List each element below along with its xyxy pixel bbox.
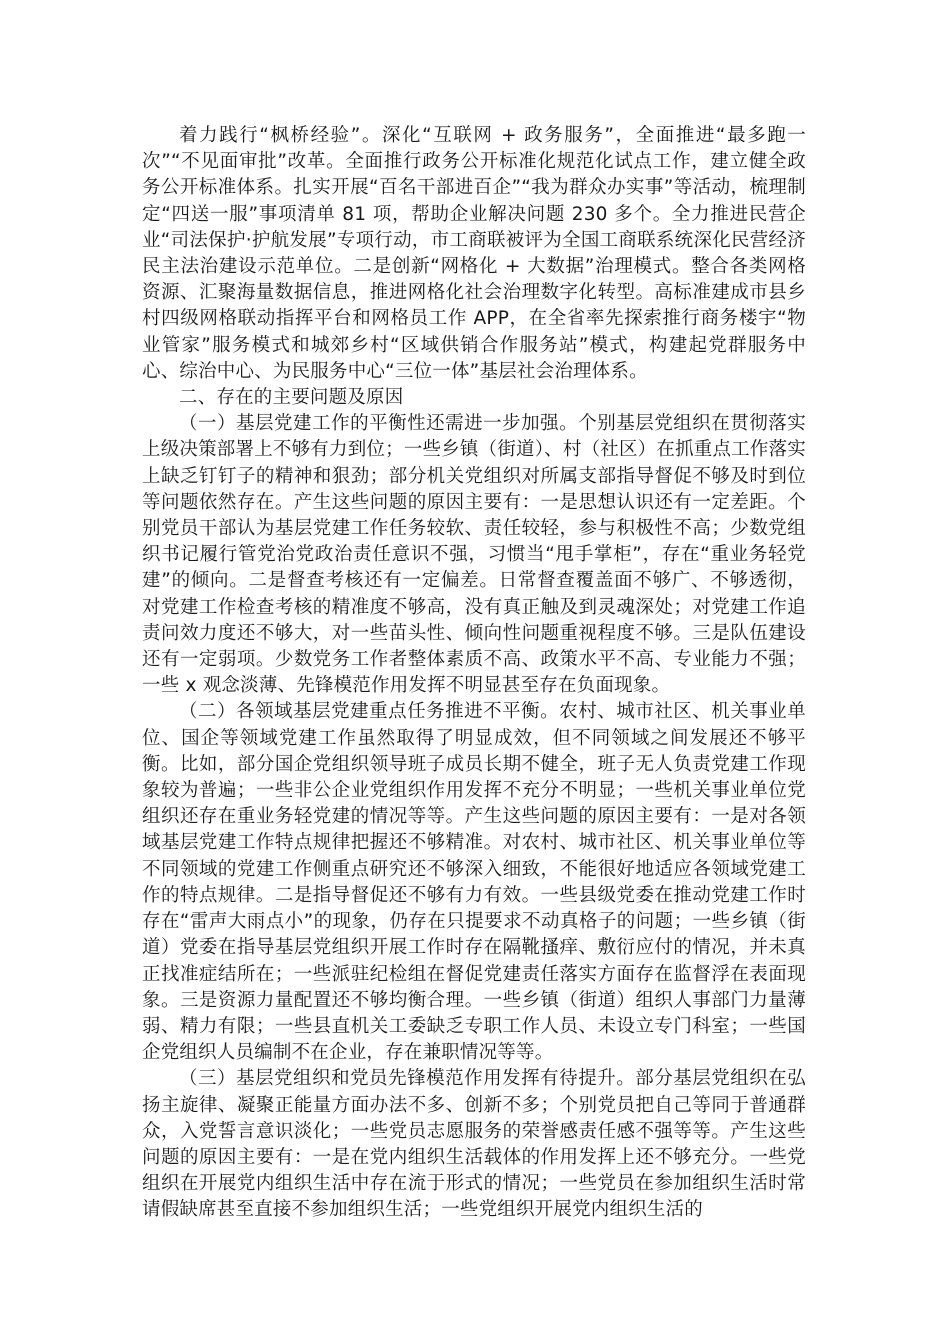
body-paragraph: 着力践行“枫桥经验”。深化“互联网 + 政务服务”，全面推进“最多跑一次”“不见面审批”改革。全面推行政务公开标准化规范化试点工作，建立健全政务公开标准体系。扎实开展“百名干部进百企”“我为群众办实事”等活动，梳理制定“四送一服”事项清单 81 项，帮助企业解决问题 230 多个。全力推进民营企业“司法保护·护航发展”专项行动，市工商联被评为全国工商联系统深化民营经济民主法治建设示范单位。二是创新“网格化 + 大数据”治理模式。整合各类网格资源、汇聚海量数据信息，推进网格化社会治理数字化转型。高标准建成市县乡村四级网格联动指挥平台和网格员工作 APP，在全省率先探索推行商务楼宇“物业管家”服务模式和城郊乡村“区域供销合作服务站”模式，构建起党群服务中心、综治中心、为民服务中心“三位一体”基层社会治理体系。 [142, 125, 806, 382]
document-page [142, 123, 806, 1224]
section-heading: 二、存在的主要问题及原因 [179, 387, 404, 409]
problem-paragraph-3: （三）基层党组织和党员先锋模范作用发挥有待提升。部分基层党组织在弘扬主旋律、凝聚正能量方面办法不多、创新不多；个别党员把自己等同于普通群众，入党誓言意识淡化；一些党员志愿服务的荣誉感责任感不强等等。产生这些问题的原因主要有：一是在党内组织生活载体的作用发挥上还不够充分。一些党组织在开展党内组织生活中存在流于形式的情况；一些党员在参加组织生活时常请假缺席甚至直接不参加组织生活；一些党组织开展党内组织生活的 [142, 1068, 806, 1221]
problem-paragraph-1: （一）基层党建工作的平衡性还需进一步加强。个别基层党组织在贯彻落实上级决策部署上不够有力到位；一些乡镇（街道）、村（社区）在抓重点工作落实上缺乏钉钉子的精神和狠劲；部分机关党组织对所属支部指导督促不够及时到位等问题依然存在。产生这些问题的原因主要有：一是思想认识还有一定差距。个别党员干部认为基层党建工作任务较软、责任较轻，参与积极性不高；少数党组织书记履行管党治党政治责任意识不强，习惯当“甩手掌柜”，存在“重业务轻党建”的倾向。二是督查考核还有一定偏差。日常督查覆盖面不够广、不够透彻，对党建工作检查考核的精准度不够高，没有真正触及到灵魂深处；对党建工作追责问效力度还不够大，对一些苗头性、倾向性问题重视程度不够。三是队伍建设还有一定弱项。少数党务工作者整体素质不高、政策水平不高、专业能力不强；一些 x 观念淡薄、先锋模范作用发挥不明显甚至存在负面现象。 [142, 413, 806, 697]
problem-paragraph-2: （二）各领域基层党建重点任务推进不平衡。农村、城市社区、机关事业单位、国企等领域党建工作虽然取得了明显成效，但不同领域之间发展还不够平衡。比如，部分国企党组织领导班子成员长期不健全，班子无人负责党建工作现象较为普遍；一些非公企业党组织作用发挥不充分不明显；一些机关事业单位党组织还存在重业务轻党建的情况等等。产生这些问题的原因主要有：一是对各领域基层党建工作特点规律把握还不够精准。对农村、城市社区、机关事业单位等不同领域的党建工作侧重点研究还不够深入细致，不能很好地适应各领域党建工作的特点规律。二是指导督促还不够有力有效。一些县级党委在推动党建工作时存在“雷声大雨点小”的现象，仍存在只提要求不动真格子的问题；一些乡镇（街道）党委在指导基层党组织开展工作时存在隔靴搔痒、敷衍应付的情况，并未真正找准症结所在；一些派驻纪检组在督促党建责任落实方面存在监督浮在表面现象。三是资源力量配置还不够均衡合理。一些乡镇（街道）组织人事部门力量薄弱、精力有限；一些县直机关工委缺乏专职工作人员、未设立专门科室；一些国企党组织人员编制不在企业，存在兼职情况等等。 [142, 701, 806, 1064]
